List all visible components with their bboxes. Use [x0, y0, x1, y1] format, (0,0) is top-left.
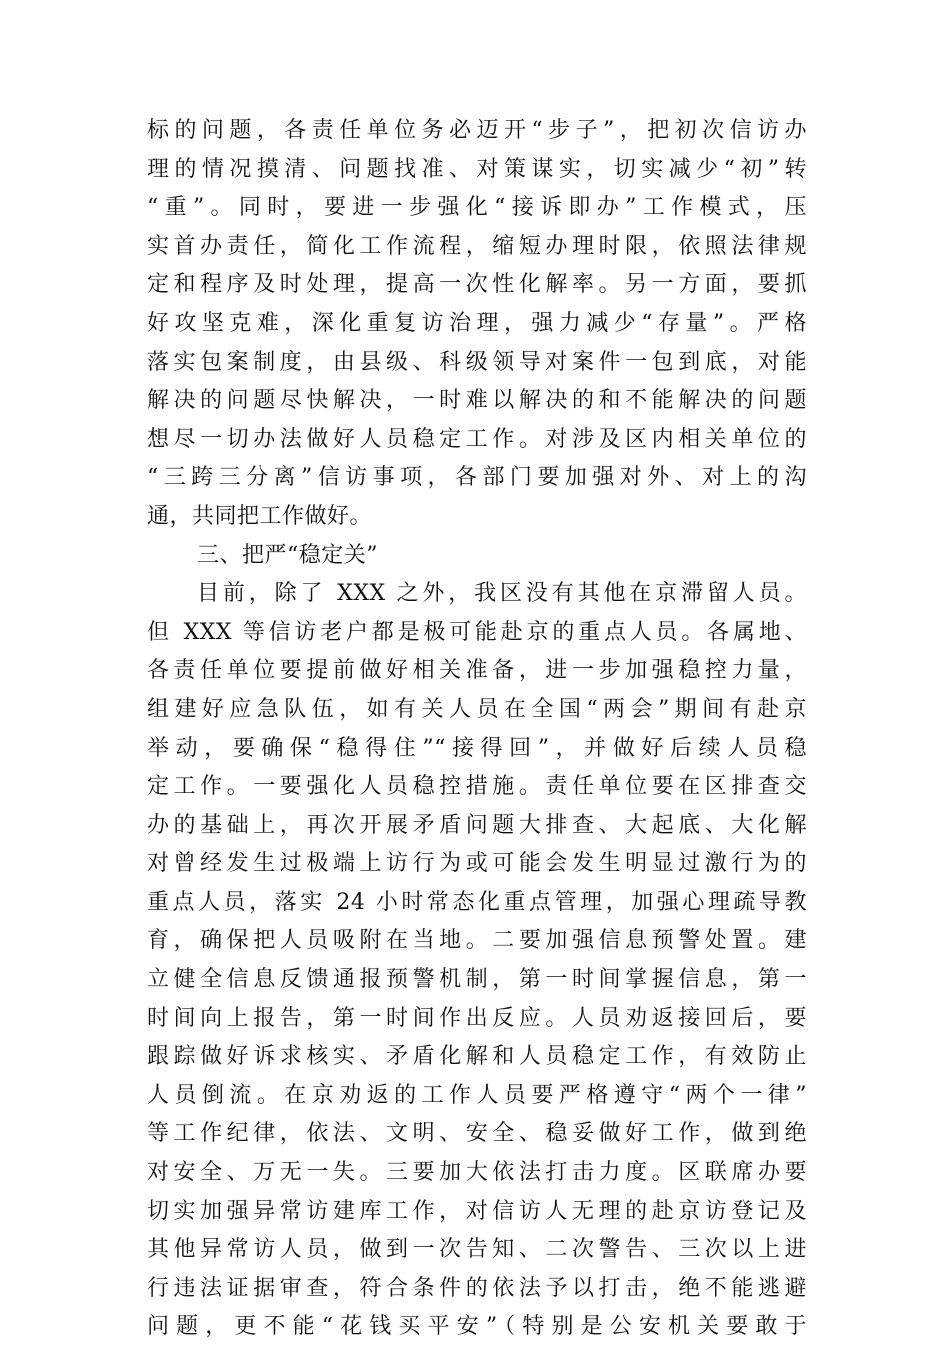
- text-line: 举动，要确保“稳得住”“接得回”，并做好后续人员稳: [147, 735, 807, 761]
- text-line: 想尽一切办法做好人员稳定工作。对涉及区内相关单位的: [147, 426, 807, 452]
- text-line: 标的问题，各责任单位务必迈开“步子”，把初次信访办: [147, 118, 807, 143]
- text-line: 育，确保把人员吸附在当地。二要加强信息预警处置。建: [147, 928, 807, 954]
- text-line: 对安全、万无一失。三要加大依法打击力度。区联席办要: [147, 1160, 807, 1186]
- text-line: 对曾经发生过极端上访行为或可能会发生明显过激行为的: [147, 851, 807, 877]
- text-line: 通，共同把工作做好。: [147, 503, 373, 529]
- text-line: 重点人员，落实 24 小时常态化重点管理，加强心理疏导教: [147, 889, 807, 915]
- text-line: 立健全信息反馈通报预警机制，第一时间掌握信息，第一: [147, 967, 807, 993]
- text-line: 其他异常访人员，做到一次告知、二次警告、三次以上进: [147, 1237, 807, 1263]
- text-line: “三跨三分离”信访事项，各部门要加强对外、对上的沟: [147, 465, 807, 491]
- text-line: 办的基础上，再次开展矛盾问题大排查、大起底、大化解: [147, 812, 807, 838]
- text-line: 等工作纪律，依法、文明、安全、稳妥做好工作，做到绝: [147, 1121, 807, 1147]
- text-line: 各责任单位要提前做好相关准备，进一步加强稳控力量，: [147, 658, 807, 684]
- text-line: 落实包案制度，由县级、科级领导对案件一包到底，对能: [147, 349, 807, 375]
- text-line: 定和程序及时处理，提高一次性化解率。另一方面，要抓: [147, 272, 807, 298]
- text-line: 组建好应急队伍，如有关人员在全国“两会”期间有赴京: [147, 696, 807, 722]
- section-heading: 三、把严“稳定关”: [197, 542, 378, 568]
- text-line: 问题，更不能“花钱买平安”（特别是公安机关要敢于: [147, 1314, 807, 1340]
- text-line: “重”。同时，要进一步强化“接诉即办”工作模式，压: [147, 195, 807, 221]
- text-line: 人员倒流。在京劝返的工作人员要严格遵守“两个一律”: [147, 1082, 807, 1108]
- document-body: [147, 112, 807, 1347]
- text-line: 切实加强异常访建库工作，对信访人无理的赴京访登记及: [147, 1198, 807, 1224]
- text-line: 跟踪做好诉求核实、矛盾化解和人员稳定工作，有效防止: [147, 1044, 807, 1070]
- text-line: 行违法证据审查，符合条件的依法予以打击，绝不能逃避: [147, 1275, 807, 1301]
- text-line: 时间向上报告，第一时间作出反应。人员劝返接回后，要: [147, 1005, 807, 1031]
- text-line: 解决的问题尽快解决，一时难以解决的和不能解决的问题: [147, 388, 807, 414]
- text-line: 实首办责任，简化工作流程，缩短办理时限，依照法律规: [147, 233, 807, 259]
- text-line: 目前，除了 XXX 之外，我区没有其他在京滞留人员。: [197, 581, 807, 607]
- text-line: 但 XXX 等信访老户都是极可能赴京的重点人员。各属地、: [147, 619, 807, 645]
- text-line: 理的情况摸清、问题找准、对策谋实，切实减少“初”转: [147, 156, 807, 182]
- text-line: 定工作。一要强化人员稳控措施。责任单位要在区排查交: [147, 774, 807, 800]
- text-line: 好攻坚克难，深化重复访治理，强力减少“存量”。严格: [147, 310, 807, 336]
